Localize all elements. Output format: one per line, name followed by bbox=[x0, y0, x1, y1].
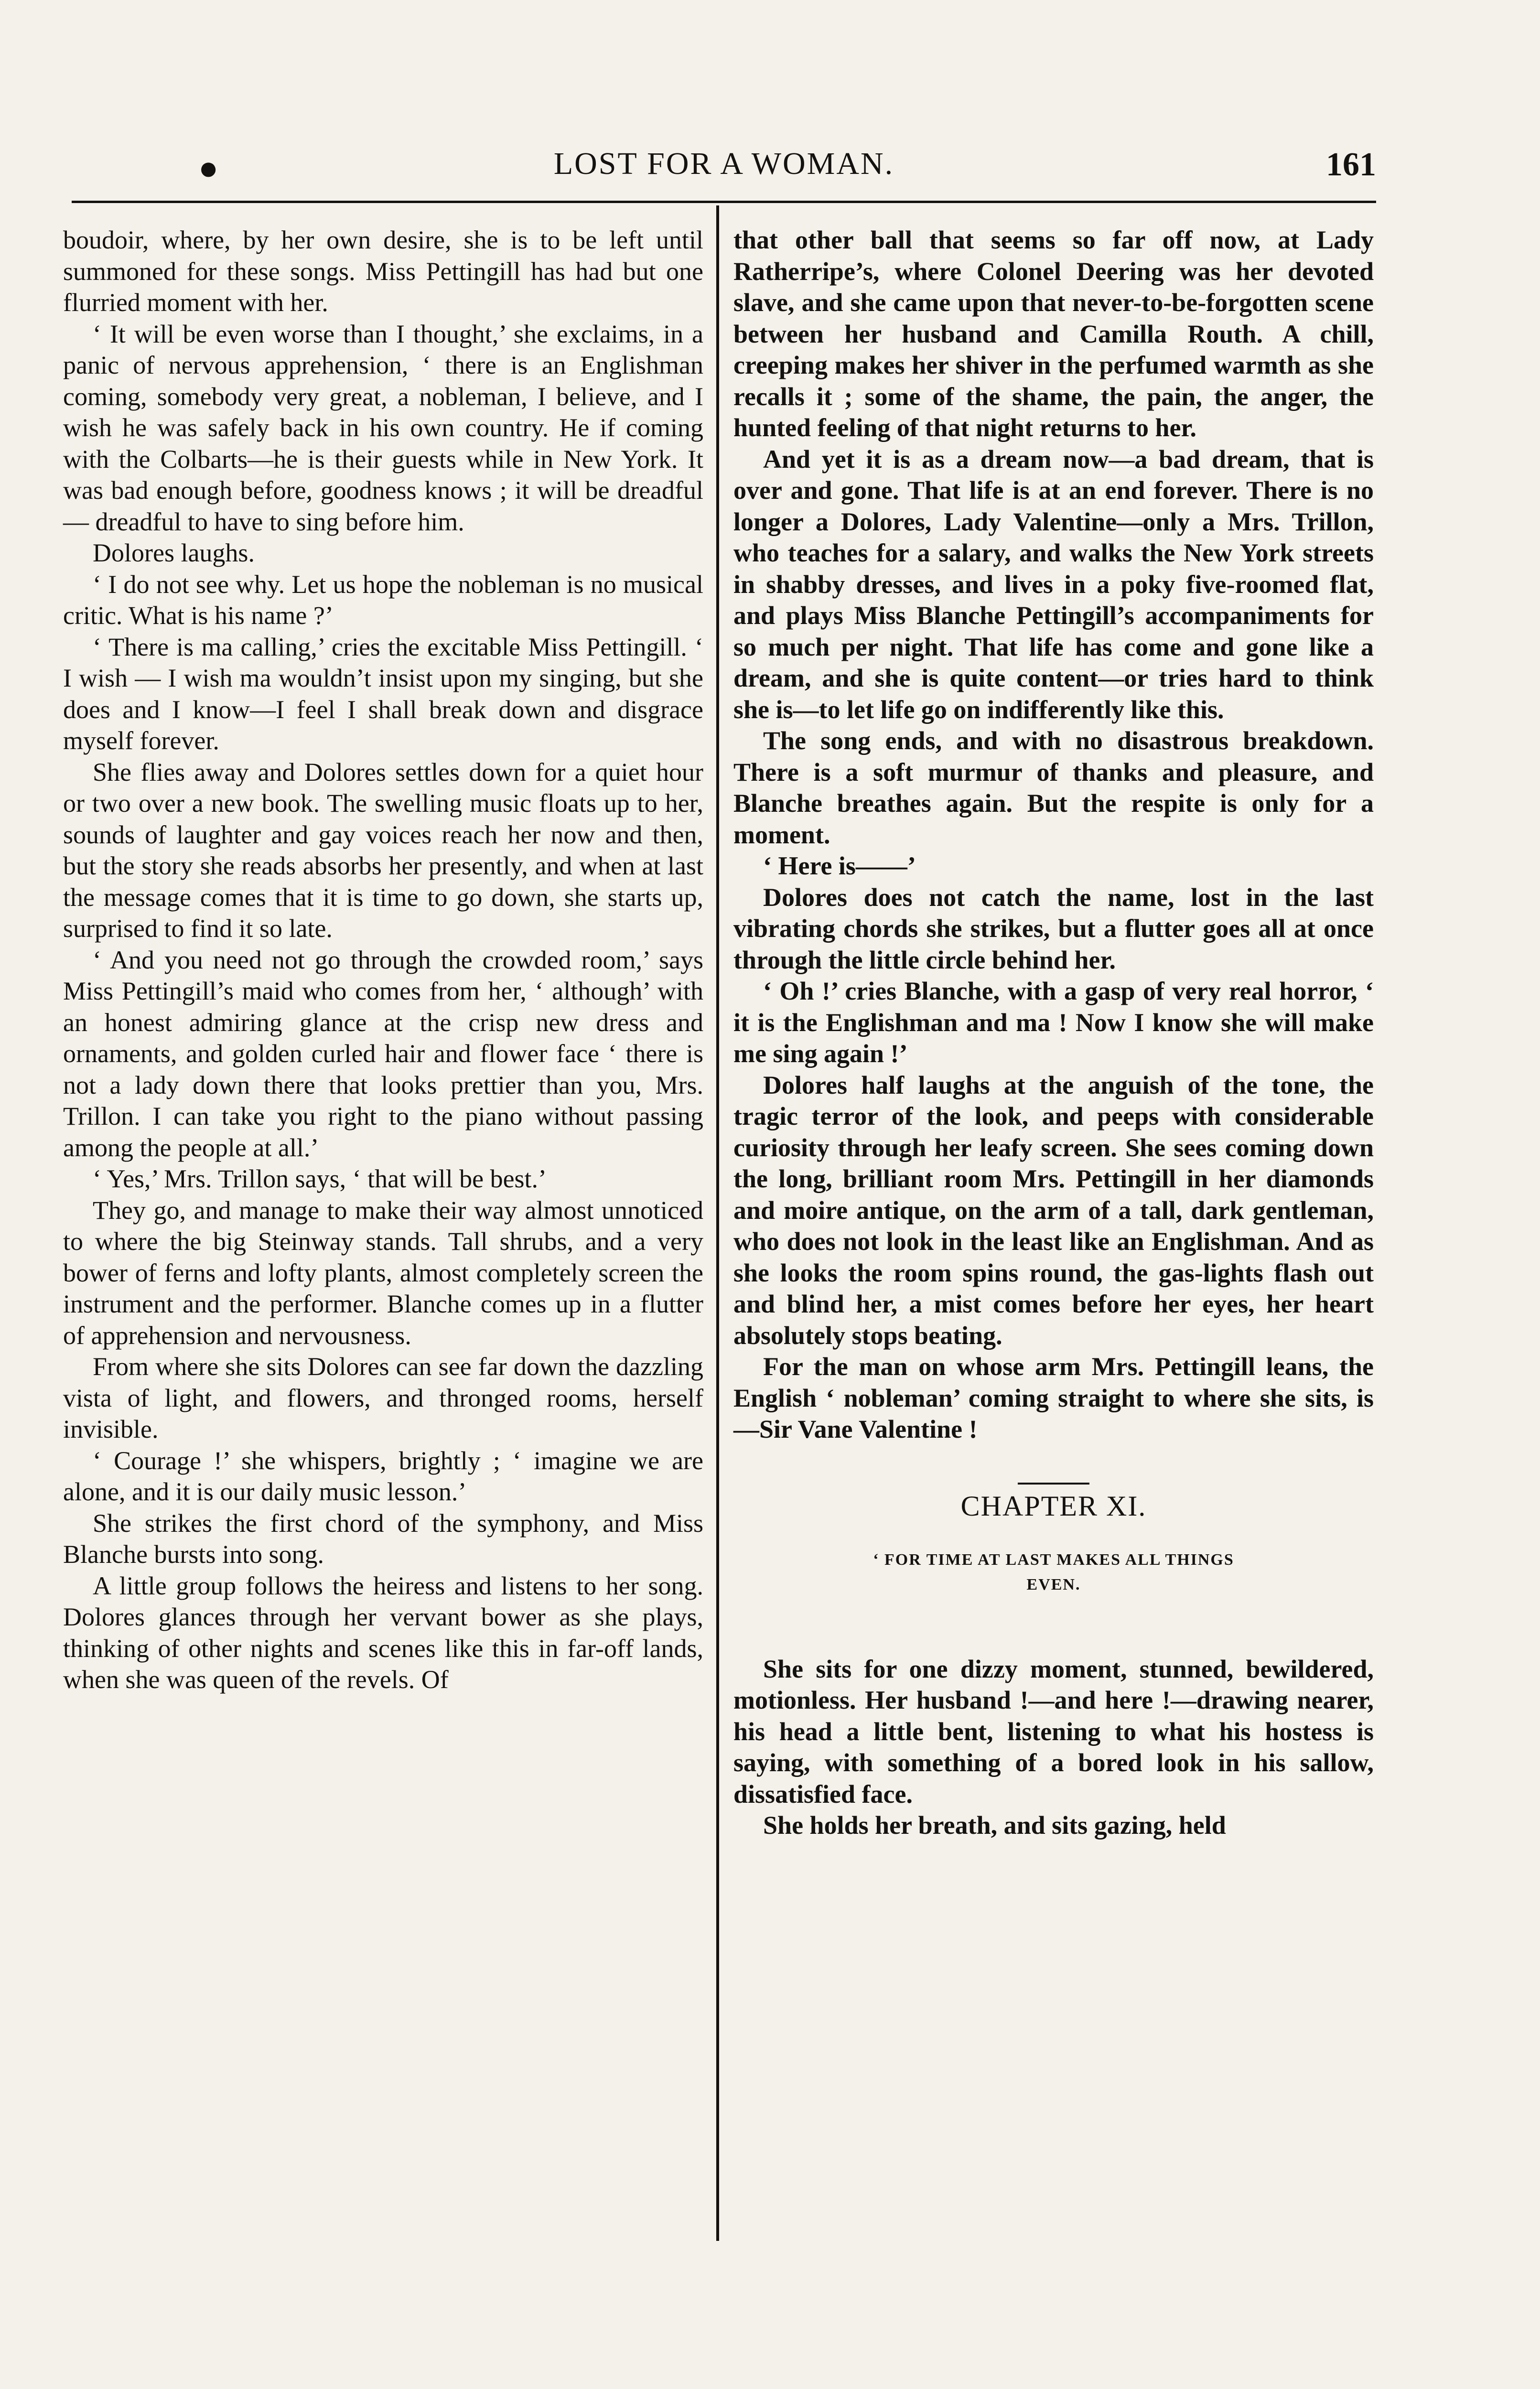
chapter-epigraph bbox=[733, 1548, 1374, 1597]
chapter-title: CHAPTER XI. bbox=[733, 1483, 1374, 1523]
paragraph: She flies away and Dolores settles down for a quiet hour or two over a new book. The swelling music floats up to her, sounds of laughter and gay voices reach her now and then, but the story she reads absorbs her presently, and when at last the message comes that it is time to go down, she starts up, surprised to find it so late. bbox=[63, 757, 703, 943]
paragraph: boudoir, where, by her own desire, she is to be left until summoned for these songs. Miss Pettingill has had but one flurried moment with her. bbox=[63, 226, 703, 317]
paragraph: For the man on whose arm Mrs. Pettingill leans, the English ‘ nobleman’ coming straight to where she sits, is—Sir Vane Valentine ! bbox=[733, 1352, 1374, 1443]
paragraph: ‘ Oh !’ cries Blanche, with a gasp of very real horror, ‘ it is the Englishman and ma ! Now I know she will make me sing again !’ bbox=[733, 977, 1374, 1068]
paragraph: ‘ I do not see why. Let us hope the nobleman is no musical critic. What is his name ?’ bbox=[63, 570, 703, 630]
paragraph: Dolores laughs. bbox=[93, 538, 255, 567]
paragraph: She holds her breath, and sits gazing, held bbox=[763, 1811, 1226, 1840]
header-rule bbox=[72, 201, 1376, 203]
left-column bbox=[63, 225, 703, 1696]
epigraph-line: ‘ FOR TIME AT LAST MAKES ALL THINGS bbox=[873, 1550, 1234, 1569]
paragraph: ‘ It will be even worse than I thought,’ she exclaims, in a panic of nervous apprehension, ‘ there is an Englishman coming, somebody very great, a nobleman, I believe, and I wish he was safely back in his own country. He if coming with the Colbarts—he is their guests while in New York. It was bad enough before, goodness knows ; it will be dreadful — dreadful to have to sing before him. bbox=[63, 319, 703, 536]
paragraph: She strikes the first chord of the symphony, and Miss Blanche bursts into song. bbox=[63, 1508, 703, 1569]
paragraph: ‘ Courage !’ she whispers, brightly ; ‘ imagine we are alone, and it is our daily music lesson.’ bbox=[63, 1446, 703, 1506]
paragraph: She sits for one dizzy moment, stunned, bewildered, motionless. Her husband !—and here !—drawing nearer, his head a little bent, listening to what his hostess is saying, with something of a bored look in his sallow, dissatisfied face. bbox=[733, 1654, 1374, 1808]
running-head bbox=[72, 143, 1376, 201]
paragraph: And yet it is as a dream now—a bad dream, that is over and gone. That life is at an end forever. There is no longer a Dolores, Lady Valentine—only a Mrs. Trillon, who teaches for a salary, and walks the New York streets in shabby dresses, and lives in a poky five-roomed flat, and plays Miss Blanche Pettingill’s accompaniments for so much per night. That life has come and gone like a dream, and she is quite content—or tries hard to think she is—to let life go on indifferently like this. bbox=[733, 444, 1374, 724]
paragraph: A little group follows the heiress and listens to her song. Dolores glances through her vervant bower as she plays, thinking of other nights and scenes like this in far-off lands, when she was queen of the revels. Of bbox=[63, 1571, 703, 1694]
paragraph: ‘ Yes,’ Mrs. Trillon says, ‘ that will be best.’ bbox=[93, 1164, 547, 1193]
running-title: LOST FOR A WOMAN. bbox=[553, 146, 894, 181]
bullet-mark: ● bbox=[198, 150, 219, 187]
column-divider bbox=[716, 205, 719, 2241]
paragraph: The song ends, and with no disastrous breakdown. There is a soft murmur of thanks and pleasure, and Blanche breathes again. But the respite is only for a moment. bbox=[733, 726, 1374, 849]
right-column bbox=[733, 225, 1374, 1841]
paragraph: Dolores half laughs at the anguish of the tone, the tragic terror of the look, and peeps with considerable curiosity through her leafy screen. She sees coming down the long, brilliant room Mrs. Pettingill in her diamonds and moire antique, on the arm of a tall, dark gentleman, who does not look in the least like an Englishman. And as she looks the room spins round, the gas-lights flash out and blind her, a mist comes before her eyes, her heart absolutely stops beating. bbox=[733, 1070, 1374, 1350]
epigraph-line: EVEN. bbox=[1026, 1575, 1081, 1593]
paragraph: ‘ And you need not go through the crowded room,’ says Miss Pettingill’s maid who comes from her, ‘ although’ with an honest admiring glance at the crisp new dress and ornaments, and golden curled hair and flower face ‘ there is not a lady down there that looks prettier than you, Mrs. Trillon. I can take you right to the piano without passing among the people at all.’ bbox=[63, 945, 703, 1162]
paragraph: ‘ There is ma calling,’ cries the excitable Miss Pettingill. ‘ I wish — I wish ma wouldn’t insist upon my singing, but she does and I know—I feel I shall break down and disgrace myself forever. bbox=[63, 632, 703, 755]
paragraph: that other ball that seems so far off now, at Lady Ratherripe’s, where Colonel Deering was her devoted slave, and she came upon that never-to-be-forgotten scene between her husband and Camilla Routh. A chill, creeping makes her shiver in the perfumed warmth as she recalls it ; some of the shame, the pain, the anger, the hunted feeling of that night returns to her. bbox=[733, 226, 1374, 442]
paragraph: Dolores does not catch the name, lost in the last vibrating chords she strikes, but a flutter goes all at once through the little circle behind her. bbox=[733, 882, 1374, 974]
paragraph: From where she sits Dolores can see far down the dazzling vista of light, and flowers, and thronged rooms, herself invisible. bbox=[63, 1352, 703, 1443]
paragraph: ‘ Here is——’ bbox=[763, 851, 916, 880]
paragraph: They go, and manage to make their way almost unnoticed to where the big Steinway stands. Tall shrubs, and a very bower of ferns and lofty plants, almost completely screen the instrument and the performer. Blanche comes up in a flutter of apprehension and nervousness. bbox=[63, 1195, 703, 1350]
page-number: 161 bbox=[1326, 146, 1376, 183]
